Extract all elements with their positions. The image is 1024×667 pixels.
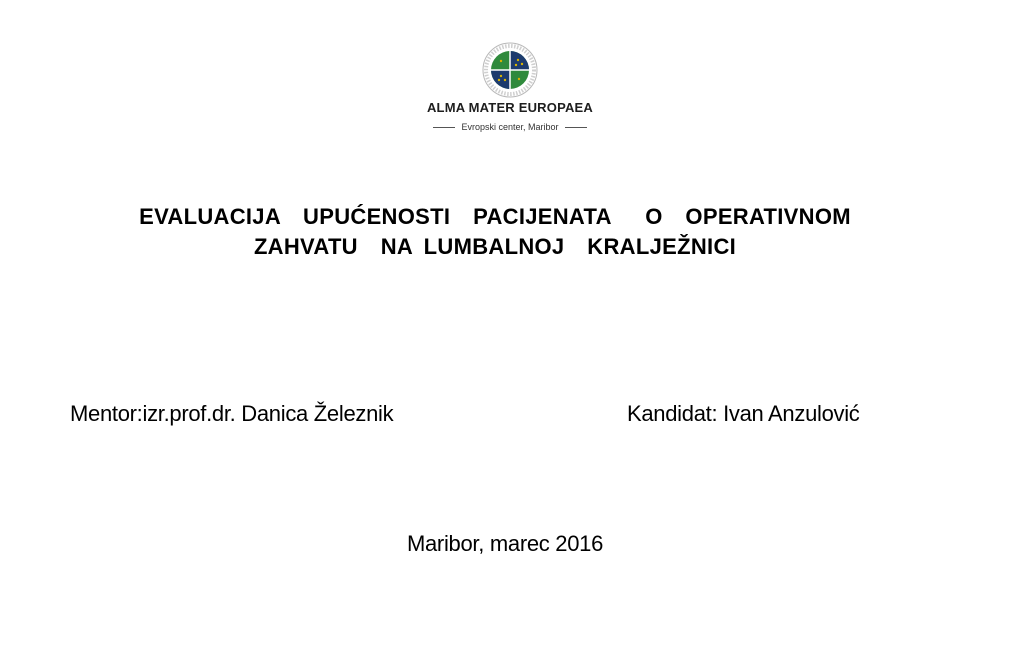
institution-logo [420, 40, 600, 140]
thesis-title [0, 202, 990, 262]
candidate-label: Kandidat: Ivan Anzulović [627, 401, 860, 426]
logo-rule-left [433, 127, 455, 128]
globe-emblem-icon [482, 42, 538, 98]
thesis-title-line-2: ZAHVATU NA LUMBALNOJ KRALJEŽNICI [253, 234, 737, 259]
logo-rule-right [565, 127, 587, 128]
logo-subtitle [420, 122, 600, 132]
mentor-label: Mentor:izr.prof.dr. Danica Železnik [70, 401, 394, 426]
logo-name: ALMA MATER EUROPAEA [426, 100, 594, 115]
thesis-title-line-1: EVALUACIJA UPUĆENOSTI PACIJENATA O OPERATIVNOM [139, 204, 851, 229]
place-and-date: Maribor, marec 2016 [406, 531, 604, 556]
logo-subtitle-text: Evropski center, Maribor [461, 122, 559, 132]
